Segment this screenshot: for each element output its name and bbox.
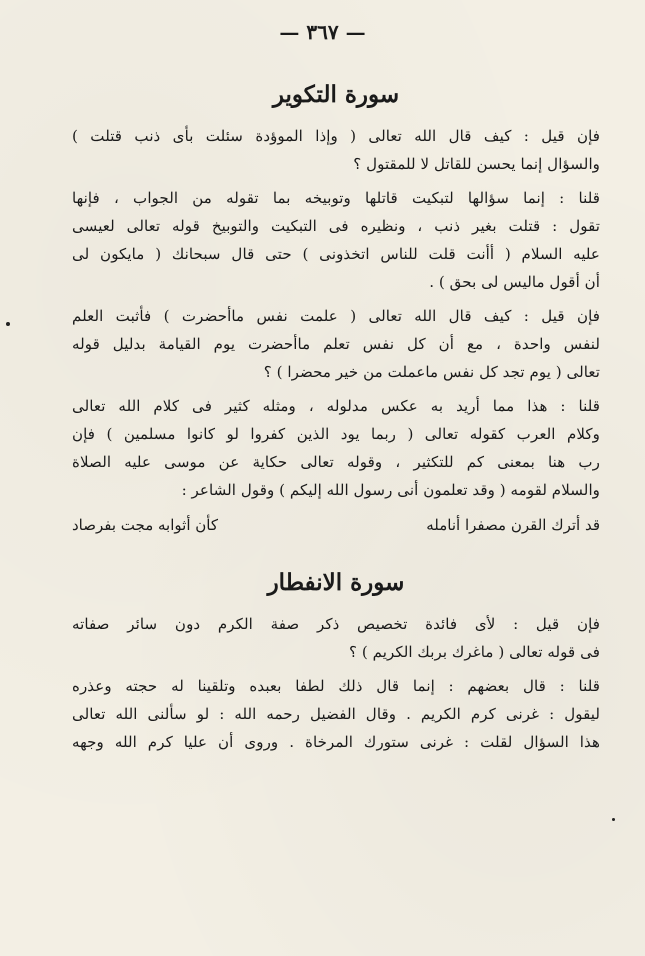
text-line: لنفس واحدة ، مع أن كل نفس تعلم ماأحضرت يوم القيامة بدليل قوله [72,335,600,353]
text-line: عليه السلام ( أأنت قلت للناس اتخذونى ) حتى قال سبحانك ( مايكون لى [72,245,600,263]
text-line: رب هنا بمعنى كم للتكثير ، وقوله تعالى حكاية عن موسى عليه الصلاة [72,453,600,471]
text-line: قلنا : قال بعضهم : إنما قال ذلك لطفا بعبده وتلقينا له حجته وعذره [72,677,600,695]
section-title: سورة الانفطار [267,569,405,596]
section-title: سورة التكوير [272,81,400,108]
scan-speck [6,322,10,326]
paragraph [72,392,600,504]
verse-second-hemistich: كأن أثوابه مجت بفرصاد [72,516,218,534]
text-line: وكلام العرب كقوله تعالى ( ربما يود الذين كفروا لو كانوا مسلمين ) فإن [72,425,600,443]
paragraph [72,302,600,386]
verse-first-hemistich: قد أترك القرن مصفرا أنامله [426,516,600,534]
page-number: — ٣٦٧ — [279,20,366,44]
text-line: تعالى ( يوم تجد كل نفس ماعملت من خير محضرا ) ؟ [263,363,600,381]
paragraph [72,672,600,756]
text-line: ليقول : غرنى كرم الكريم . وقال الفضيل رحمه الله : لو سألنى الله تعالى [72,705,600,723]
text-line: أن أقول ماليس لى بحق ) . [429,273,600,291]
scan-speck [612,818,615,821]
text-line: فإن قيل : كيف قال الله تعالى ( وإذا الموؤدة سئلت بأى ذنب قتلت ) [72,127,600,145]
paragraph [72,122,600,178]
section-gap [72,540,600,554]
text-line: قلنا : هذا مما أريد به عكس مدلوله ، ومثله كثير فى كلام الله تعالى [72,397,600,415]
poetry-verse [72,510,600,540]
text-line: تقول : قتلت بغير ذنب ، ونظيره فى التبكيت والتوبيخ قوله تعالى لعيسى [72,217,600,235]
page-content [72,66,600,762]
text-line: فإن قيل : كيف قال الله تعالى ( علمت نفس ماأحضرت ) فأثبت العلم [72,307,600,325]
text-line: هذا السؤال لقلت : غرنى ستورك المرخاة . وروى أن عليا كرم الله وجهه [72,733,600,751]
text-line: فى قوله تعالى ( ماغرك بربك الكريم ) ؟ [349,643,600,661]
paragraph [72,610,600,666]
text-line: فإن قيل : لأى فائدة تخصيص ذكر صفة الكرم دون سائر صفاته [72,615,600,633]
text-line: والسلام لقومه ( وقد تعلمون أنى رسول الله إليكم ) وقول الشاعر : [181,481,600,499]
text-line: والسؤال إنما يحسن للقاتل لا للمقتول ؟ [353,155,600,173]
paragraph [72,184,600,296]
text-line: قلنا : إنما سؤالها لتبكيت قاتلها وتوبيخه بما تقوله من الجواب ، فإنها [72,189,600,207]
